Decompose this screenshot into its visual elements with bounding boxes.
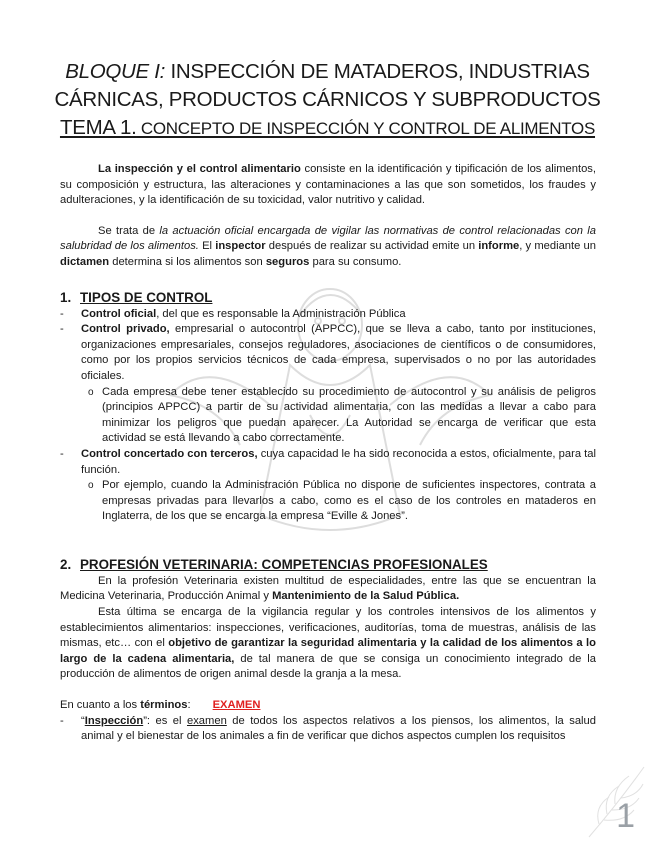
section-1-heading: 1. TIPOS DE CONTROL (60, 289, 213, 305)
title-line-1: BLOQUE I: INSPECCIÓN DE MATADEROS, INDUSTRIAS (65, 60, 590, 83)
feather-decoration-icon (579, 762, 649, 842)
document-body (60, 162, 596, 745)
list-item: - Control oficial, del que es responsable la Administración Pública (60, 307, 596, 323)
control-types-list (60, 307, 596, 385)
exam-tag: EXAMEN (212, 699, 261, 712)
terms-line: En cuanto a los términos: EXAMEN (60, 699, 261, 712)
sub-list (60, 478, 596, 525)
list-item: - Control concertado con terceros, cuya capacidad le ha sido reconocida a estos, oficialmente, para tal función. (60, 447, 596, 478)
section-2-paragraph-1: En la profesión Veterinaria existen multitud de especialidades, entre las que se encuentran la Medicina Veterinaria, Producción Animal y Mantenimiento de la Salud Pública. (60, 574, 596, 603)
control-types-list-cont (60, 447, 596, 478)
intro-paragraph-1: La inspección y el control alimentario consiste en la identificación y tipificación de los alimentos, su composición y estructura, las alteraciones y contaminaciones a las que son sometidos, los fraudes y adulteraciones, y la identificación de su toxicidad, valor nutritivo y calidad. (60, 163, 597, 207)
tema-heading: TEMA 1. CONCEPTO DE INSPECCIÓN Y CONTROL DE ALIMENTOS (59, 116, 596, 139)
document-title (40, 58, 615, 143)
page-number: 1 (616, 797, 635, 835)
list-item: - “Inspección”: es el examen de todos los aspectos relativos a los piensos, los alimentos, la salud animal y el bienestar de los animales a fin de verificar que dichos aspectos cumplen los requisitos (60, 714, 596, 745)
section-2-heading: 2. PROFESIÓN VETERINARIA: COMPETENCIAS PROFESIONALES (60, 556, 488, 572)
title-line-2: CÁRNICAS, PRODUCTOS CÁRNICOS Y SUBPRODUCTOS (54, 88, 601, 111)
sub-list-item: o Cada empresa debe tener establecido su procedimiento de autocontrol y su análisis de peligros (principios APPCC) a partir de su actividad alimentaria, con las medidas a llevar a cabo para minimizar los peligros que puedan aparecer. La Autoridad se encarga de verificar que esta actividad se está llevando a cabo correctamente. (81, 385, 596, 447)
section-2-paragraph-2: Esta última se encarga de la vigilancia regular y los controles intensivos de los alimentos y establecimientos alimentarios: inspecciones, verificaciones, auditorías, toma de muestras, análisis de las mismas, etc… con el objetivo de garantizar la seguridad alimentaria y la calidad de los alimentos a lo largo de la cadena alimentaria, de tal manera de que se consiga un conocimiento integrado de la producción de alimentos de origen animal desde la granja a la mesa. (60, 606, 596, 681)
list-item: - Control privado, empresarial o autocontrol (APPCC), que se lleva a cabo, tanto por instituciones, organizaciones empresariales, consejos reguladores, asociaciones de científicos o de consumidores, como por los propios servicios técnicos de cada empresa, supervisados o no por las autoridades oficiales. (60, 322, 596, 384)
sub-list-item: o Por ejemplo, cuando la Administración Pública no dispone de suficientes inspectores, contrata a empresas privadas para llevarlos a cabo, como es el caso de los controles en mataderos en Inglaterra, de los que se encarga la empresa “Eville & Jones”. (81, 478, 596, 525)
intro-paragraph-2: Se trata de la actuación oficial encargada de vigilar las normativas de control relacionadas con la salubridad de los alimentos. El inspector después de realizar su actividad emite un informe, y mediante un dictamen determina si los alimentos son seguros para su consumo. (60, 224, 596, 268)
sub-list (60, 385, 596, 447)
definitions-list (60, 714, 596, 745)
